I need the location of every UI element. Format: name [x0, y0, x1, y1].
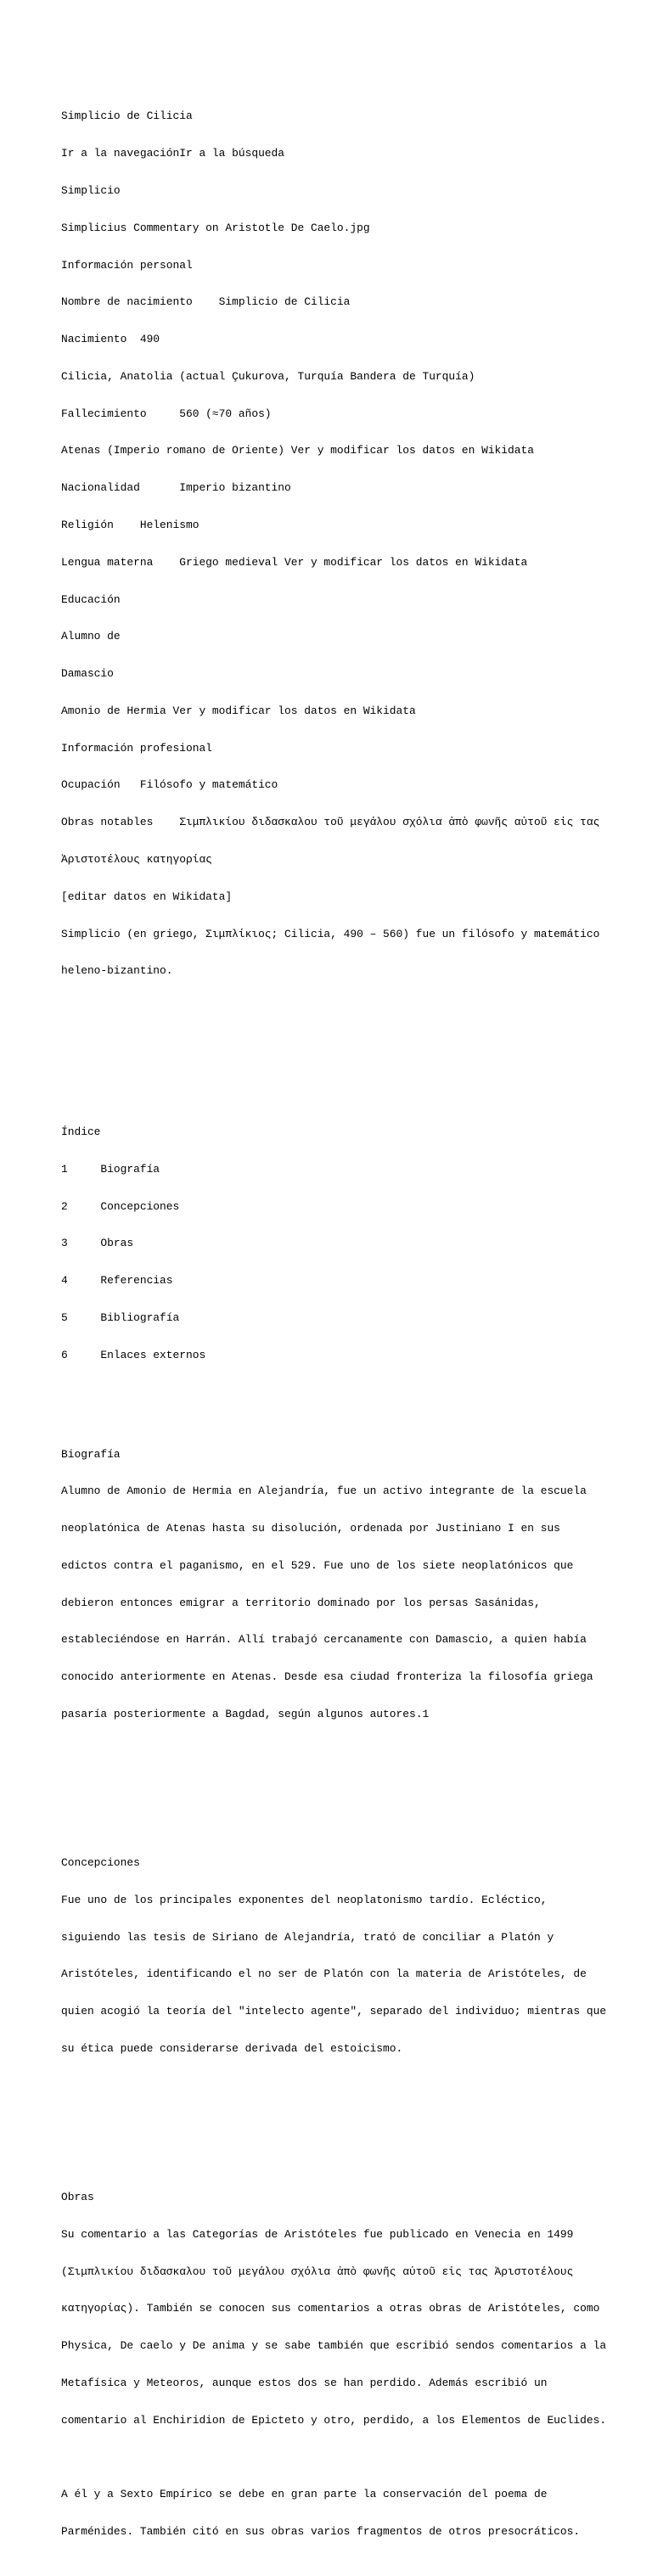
spacer: [61, 1783, 621, 1796]
section-heading: Concepciones: [61, 1856, 140, 1870]
infobox-section-professional: Información profesional: [61, 741, 212, 755]
infobox-block: [61, 86, 621, 1002]
section-heading: Biografía: [61, 1447, 121, 1461]
paragraph-line: Su comentario a las Categorías de Aristóteles fue publicado en Venecia en 1499: [61, 2227, 574, 2241]
paragraph-line: debieron entonces emigrar a territorio dominado por los persas Sasánidas,: [61, 1596, 541, 1609]
paragraph-line: quien acogió la teoría del "intelecto agente", separado del individuo; mientras que: [61, 2005, 607, 2018]
section-heading: Obras: [61, 2191, 94, 2204]
infobox-birth: Nacimiento 490: [61, 333, 160, 346]
paragraph-line: Physica, De caelo y De anima y se sabe también que escribió sendos comentarios a la: [61, 2339, 607, 2353]
infobox-section-personal: Información personal: [61, 258, 193, 272]
paragraph-line: A él y a Sexto Empírico se debe en gran parte la conservación del poema de: [61, 2488, 548, 2501]
infobox-nationality: Nacionalidad Imperio bizantino: [61, 481, 291, 495]
toc-item-bibliografia[interactable]: 5 Bibliografía: [61, 1310, 180, 1324]
toc-item-biografia[interactable]: 1 Biografía: [61, 1162, 160, 1176]
infobox-notable-works-cont: Ἀριστοτέλους κατηγορίας: [61, 853, 212, 866]
paragraph-line: su ética puede considerarse derivada del estoicismo.: [61, 2042, 403, 2055]
intro-paragraph-line-2: heleno-bizantino.: [61, 964, 173, 978]
infobox-birth-place: Cilicia, Anatolia (actual Çukurova, Turquía Bandera de Turquía): [61, 369, 475, 383]
paragraph-line: Aristóteles, identificando el no ser de Platón con la materia de Aristóteles, de: [61, 1967, 587, 1981]
infobox-section-education: Educación: [61, 592, 121, 606]
infobox-teacher-2[interactable]: Amonio de Hermia Ver y modificar los datos en Wikidata: [61, 704, 416, 717]
infobox-death-place: Atenas (Imperio romano de Oriente) Ver y modificar los datos en Wikidata: [61, 444, 534, 457]
toc-item-concepciones[interactable]: 2 Concepciones: [61, 1199, 180, 1213]
toc-item-obras[interactable]: 3 Obras: [61, 1237, 134, 1250]
section-concepciones: [61, 1832, 621, 2080]
edit-wikidata-link[interactable]: [editar datos en Wikidata]: [61, 890, 233, 903]
toc-item-enlaces[interactable]: 6 Enlaces externos: [61, 1348, 206, 1361]
toc-title: Índice: [61, 1125, 101, 1139]
spacer: [61, 2452, 621, 2465]
spacer: [61, 2118, 621, 2130]
intro-paragraph-line-1: Simplicio (en griego, Σιμπλίκιος; Cilicia, 490 – 560) fue un filósofo y matemático: [61, 927, 600, 940]
paragraph-line: neoplatónica de Atenas hasta su disolución, ordenada por Justiniano I en sus: [61, 1522, 560, 1535]
page-title: Simplicio de Cilicia: [61, 109, 193, 123]
paragraph-line: conocido anteriormente en Atenas. Desde esa ciudad fronteriza la filosofía griega: [61, 1670, 593, 1684]
paragraph-line: siguiendo las tesis de Siriano de Alejandría, trató de conciliar a Platón y: [61, 1930, 554, 1944]
paragraph-line: estableciéndose en Harrán. Allí trabajó cercanamente con Damascio, a quien había: [61, 1633, 587, 1647]
section-biografia: [61, 1423, 621, 1745]
paragraph-line: comentario al Enchiridion de Epicteto y otro, perdido, a los Elementos de Euclides.: [61, 2413, 607, 2427]
infobox-notable-works: Obras notables Σιμπλικίου διδασκαλου τοῦ μεγάλου σχόλια ἀπὸ φωνῆς αὐτοῦ εἰς τας: [61, 816, 600, 829]
infobox-religion: Religión Helenismo: [61, 518, 200, 531]
table-of-contents: [61, 1102, 621, 1387]
toc-item-referencias[interactable]: 4 Referencias: [61, 1274, 173, 1288]
spacer: [61, 1040, 621, 1064]
infobox-name: Simplicio: [61, 183, 121, 197]
infobox-image-caption[interactable]: Simplicius Commentary on Aristotle De Caelo.jpg: [61, 221, 370, 234]
paragraph-line: Fue uno de los principales exponentes del neoplatonismo tardío. Ecléctico,: [61, 1893, 548, 1906]
infobox-teacher-1[interactable]: Damascio: [61, 667, 114, 681]
infobox-language: Lengua materna Griego medieval Ver y modificar los datos en Wikidata: [61, 555, 528, 569]
infobox-birth-name: Nombre de nacimiento Simplicio de Cilicia: [61, 295, 351, 309]
paragraph-line: pasaría posteriormente a Bagdad, según algunos autores.1: [61, 1707, 430, 1720]
document-page: [61, 61, 621, 2576]
infobox-death: Fallecimiento 560 (≈70 años): [61, 407, 272, 420]
section-obras: [61, 2167, 621, 2563]
paragraph-line: (Σιμπλικίου διδασκαλου τοῦ μεγάλου σχόλια ἀπὸ φωνῆς αὐτοῦ εἰς τας Ἀριστοτέλους: [61, 2265, 574, 2278]
paragraph-line: κατηγορίας). También se conocen sus comentarios a otras obras de Aristóteles, como: [61, 2302, 600, 2315]
paragraph-line: Metafísica y Meteoros, aunque estos dos se han perdido. Además escribió un: [61, 2377, 548, 2390]
paragraph-line: Alumno de Amonio de Hermia en Alejandría, fue un activo integrante de la escuela: [61, 1484, 587, 1498]
infobox-student-of-label: Alumno de: [61, 630, 121, 643]
paragraph-line: Parménides. También citó en sus obras varios fragmentos de otros presocráticos.: [61, 2525, 581, 2539]
infobox-occupation: Ocupación Filósofo y matemático: [61, 778, 278, 792]
paragraph-line: edictos contra el paganismo, en el 529. Fue uno de los siete neoplatónicos que: [61, 1558, 574, 1572]
skip-links[interactable]: Ir a la navegaciónIr a la búsqueda: [61, 147, 285, 160]
